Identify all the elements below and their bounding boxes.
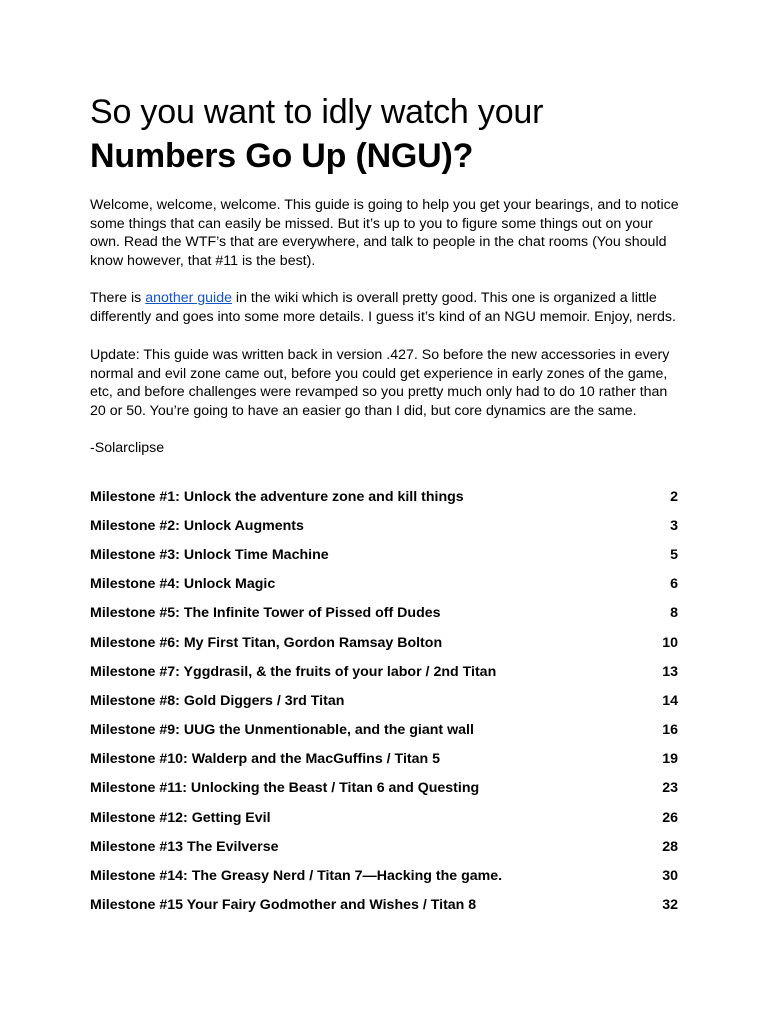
toc-entry-label: Milestone #2: Unlock Augments [90, 517, 304, 534]
toc-entry-10[interactable] [90, 745, 678, 774]
intro-paragraph-2-start: There is [90, 290, 146, 306]
toc-entry-page: 28 [662, 838, 678, 855]
toc-entry-label: Milestone #15 Your Fairy Godmother and Wishes / Titan 8 [90, 897, 477, 914]
toc-entry-label: Milestone #11: Unlocking the Beast / Titan 6 and Questing [90, 780, 480, 797]
toc-entry-6[interactable] [90, 628, 678, 657]
intro-paragraph-2 [90, 289, 682, 326]
toc-entry-page: 16 [662, 722, 678, 739]
signature: -Solarclipse [90, 440, 165, 456]
toc-entry-4[interactable] [90, 570, 678, 599]
toc-entry-page: 14 [662, 692, 678, 709]
toc-entry-label: Milestone #1: Unlock the adventure zone and kill things [90, 488, 464, 505]
toc-entry-12[interactable] [90, 803, 678, 832]
toc-entry-13[interactable] [90, 832, 678, 861]
toc-entry-page: 26 [662, 809, 678, 826]
intro-paragraph-2-end: in the wiki which is overall pretty good. This one is organized a little differently and goes into some more details. I guess it’s kind of an NGU memoir. Enjoy, nerds. [90, 290, 676, 325]
toc-entry-page: 8 [670, 605, 678, 622]
title-line-1: So you want to idly watch your [90, 93, 544, 131]
toc-entry-label: Milestone #12: Getting Evil [90, 809, 271, 826]
toc-entry-15[interactable] [90, 891, 678, 920]
toc-entry-2[interactable] [90, 511, 678, 540]
toc-entry-page: 30 [662, 868, 678, 885]
toc-entry-label: Milestone #13 The Evilverse [90, 838, 279, 855]
toc-entry-label: Milestone #8: Gold Diggers / 3rd Titan [90, 692, 345, 709]
toc-entry-8[interactable] [90, 686, 678, 715]
toc-entry-label: Milestone #6: My First Titan, Gordon Ramsay Bolton [90, 634, 443, 651]
toc-entry-label: Milestone #9: UUG the Unmentionable, and the giant wall [90, 722, 474, 739]
toc-entry-page: 2 [670, 488, 678, 505]
toc-entry-label: Milestone #4: Unlock Magic [90, 576, 276, 593]
toc-entry-label: Milestone #7: Yggdrasil, & the fruits of your labor / 2nd Titan [90, 663, 497, 680]
intro-paragraph-1: Welcome, welcome, welcome. This guide is going to help you get your bearings, and to notice some things that can easily be missed. But it’s up to you to figure some things out on your own. Read the WTF’s that are everywhere, and talk to people in the chat rooms (You should know however, that #11 is the best). [90, 197, 679, 270]
toc-entry-page: 3 [670, 517, 678, 534]
another-guide-link[interactable]: another guide [145, 290, 232, 306]
toc-entry-page: 23 [662, 780, 678, 797]
toc-entry-page: 6 [670, 576, 678, 593]
table-of-contents [90, 482, 678, 920]
toc-entry-page: 32 [662, 897, 678, 914]
toc-entry-9[interactable] [90, 716, 678, 745]
toc-entry-14[interactable] [90, 861, 678, 890]
toc-entry-11[interactable] [90, 774, 678, 803]
toc-entry-label: Milestone #14: The Greasy Nerd / Titan 7—Hacking the game. [90, 868, 503, 885]
toc-entry-label: Milestone #10: Walderp and the MacGuffins / Titan 5 [90, 751, 441, 768]
title-line-2: Numbers Go Up (NGU)? [90, 137, 474, 175]
toc-entry-page: 5 [670, 546, 678, 563]
update-paragraph: Update: This guide was written back in version .427. So before the new accessories in every normal and evil zone came out, before you could get experience in early zones of the game, etc, and before challenges were revamped so you pretty much only had to do 10 rather than 20 or 50. You’re going to have an easier go than I did, but core dynamics are the same. [90, 347, 670, 420]
toc-entry-label: Milestone #5: The Infinite Tower of Pissed off Dudes [90, 605, 441, 622]
toc-entry-page: 19 [662, 751, 678, 768]
toc-entry-7[interactable] [90, 657, 678, 686]
toc-entry-5[interactable] [90, 599, 678, 628]
toc-entry-page: 10 [662, 634, 678, 651]
toc-entry-label: Milestone #3: Unlock Time Machine [90, 546, 329, 563]
toc-entry-1[interactable] [90, 482, 678, 511]
toc-entry-3[interactable] [90, 540, 678, 569]
toc-entry-page: 13 [662, 663, 678, 680]
